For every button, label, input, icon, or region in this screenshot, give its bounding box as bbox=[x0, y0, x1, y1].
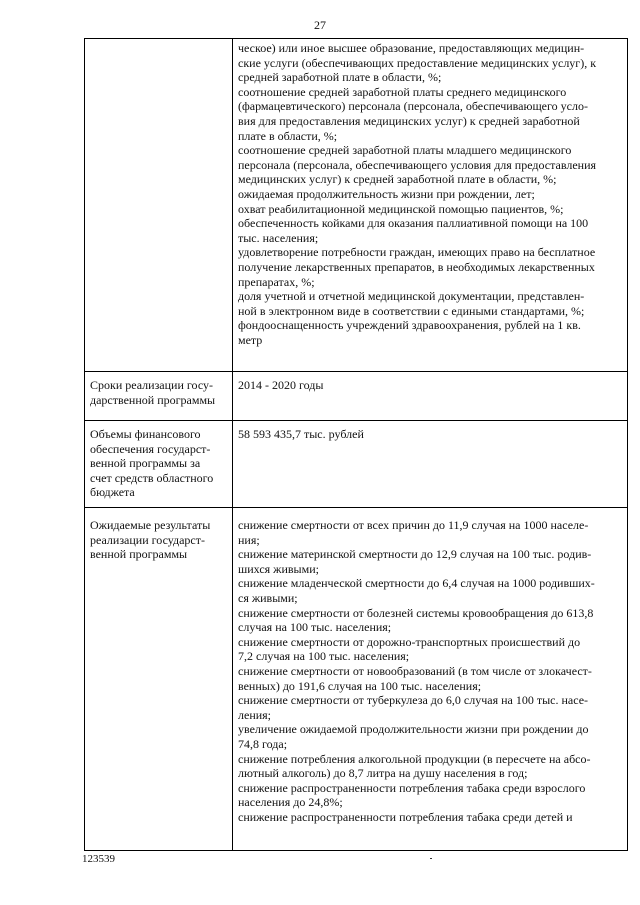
result-line: снижение смертности от дорожно-транспортных происшествий до bbox=[238, 634, 581, 649]
result-line: увеличение ожидаемой продолжительности жизни при рождении до bbox=[238, 722, 589, 737]
indicator-line: плате в области, %; bbox=[238, 128, 338, 143]
document-code: 123539 bbox=[82, 853, 115, 865]
result-line: лютный алкоголь) до 8,7 литра на душу населения в год; bbox=[238, 766, 528, 781]
result-line: снижение смертности от болезней системы кровообращения до 613,8 bbox=[238, 605, 594, 620]
funding-value: 58 593 435,7 тыс. рублей bbox=[238, 427, 364, 441]
result-line: снижение смертности от новообразований (в том числе от злокачест- bbox=[238, 663, 592, 678]
results-value-cell bbox=[233, 508, 628, 851]
indicator-line: препаратах, %; bbox=[238, 274, 315, 289]
indicator-line: фондооснащенность учреждений здравоохранения, рублей на 1 кв. bbox=[238, 318, 581, 333]
indicator-line: тыс. населения; bbox=[238, 230, 319, 245]
result-line: снижение смертности от туберкулеза до 6,0 случая на 100 тыс. насе- bbox=[238, 693, 589, 708]
results-label-cell bbox=[85, 508, 233, 851]
indicators-value-cell bbox=[233, 39, 628, 372]
program-passport-table bbox=[84, 38, 628, 851]
results-label-line: Ожидаемые результаты bbox=[90, 518, 211, 532]
indicator-line: соотношение средней заработной платы среднего медицинского bbox=[238, 84, 567, 99]
indicator-line: метр bbox=[238, 332, 263, 347]
results-row bbox=[85, 508, 628, 851]
result-line: 7,2 случая на 100 тыс. населения; bbox=[238, 649, 410, 664]
funding-label-line: обеспечения государст- bbox=[90, 441, 211, 456]
terms-value-cell bbox=[233, 372, 628, 421]
indicator-line: ной в электронном виде в соответствии с едиными стандартами, %; bbox=[238, 303, 585, 318]
result-line: ния; bbox=[238, 532, 260, 547]
result-line: снижение материнской смертности до 12,9 случая на 100 тыс. родив- bbox=[238, 547, 592, 562]
result-line: случая на 100 тыс. населения; bbox=[238, 620, 392, 635]
result-line: населения до 24,8%; bbox=[238, 795, 343, 810]
indicator-line: получение лекарственных препаратов, в необходимых лекарственных bbox=[238, 259, 595, 274]
terms-label-cell bbox=[85, 372, 233, 421]
indicator-line: персонала (персонала, обеспечивающего условия для предоставления bbox=[238, 157, 597, 172]
indicator-line: вия для предоставления медицинских услуг) к средней заработной bbox=[238, 113, 580, 128]
funding-value-cell bbox=[233, 421, 628, 508]
indicator-line: соотношение средней заработной платы младшего медицинского bbox=[238, 143, 572, 158]
funding-label-line: Объемы финансового bbox=[90, 427, 201, 441]
indicator-line: средней заработной плате в области, %; bbox=[238, 70, 442, 85]
result-line: снижение смертности от всех причин до 11,9 случая на 1000 населе- bbox=[238, 518, 589, 532]
indicator-line: охват реабилитационной медицинской помощью пациентов, %; bbox=[238, 201, 564, 216]
result-line: снижение потребления алкогольной продукции (в пересчете на абсо- bbox=[238, 751, 591, 766]
funding-label-line: счет средств областного bbox=[90, 470, 214, 485]
funding-label-cell bbox=[85, 421, 233, 508]
indicator-line: ческое) или иное высшее образование, предоставляющих медицин- bbox=[238, 41, 585, 55]
page-number: 27 bbox=[314, 18, 326, 32]
result-line: 74,8 года; bbox=[238, 736, 288, 751]
indicator-line: ожидаемая продолжительность жизни при рождении, лет; bbox=[238, 186, 535, 201]
indicators-row bbox=[85, 39, 628, 372]
result-line: шихся живыми; bbox=[238, 561, 319, 576]
terms-label-line: Сроки реализации госу- bbox=[90, 378, 213, 392]
indicator-line: ские услуги (обеспечивающих предоставление медицинских услуг), к bbox=[238, 55, 597, 70]
result-line: снижение распространенности потребления табака среди взрослого bbox=[238, 780, 586, 795]
result-line: ся живыми; bbox=[238, 590, 298, 605]
indicator-line: (фармацевтического) персонала (персонала, обеспечивающего усло- bbox=[238, 99, 588, 114]
results-label-line: венной программы bbox=[90, 547, 188, 562]
result-line: ления; bbox=[238, 707, 272, 722]
indicator-line: медицинских услуг) к средней заработной плате в области, %; bbox=[238, 172, 557, 187]
funding-label-line: бюджета bbox=[90, 485, 135, 500]
terms-label-line: дарственной программы bbox=[90, 392, 216, 407]
indicator-line: доля учетной и отчетной медицинской документации, представлен- bbox=[238, 289, 585, 304]
result-line: снижение младенческой смертности до 6,4 случая на 1000 родивших- bbox=[238, 576, 595, 591]
result-line: венных) до 191,6 случая на 100 тыс. населения; bbox=[238, 678, 482, 693]
scan-dot bbox=[430, 858, 432, 859]
result-line: снижение распространенности потребления табака среди детей и bbox=[238, 809, 573, 824]
indicators-label-cell bbox=[85, 39, 233, 372]
indicator-line: обеспеченность койками для оказания паллиативной помощи на 100 bbox=[238, 216, 589, 231]
funding-row bbox=[85, 421, 628, 508]
funding-label-line: венной программы за bbox=[90, 456, 201, 471]
indicator-line: удовлетворение потребности граждан, имеющих право на бесплатное bbox=[238, 245, 596, 260]
terms-row bbox=[85, 372, 628, 421]
results-label-line: реализации государст- bbox=[90, 532, 205, 547]
terms-value: 2014 - 2020 годы bbox=[238, 378, 324, 392]
